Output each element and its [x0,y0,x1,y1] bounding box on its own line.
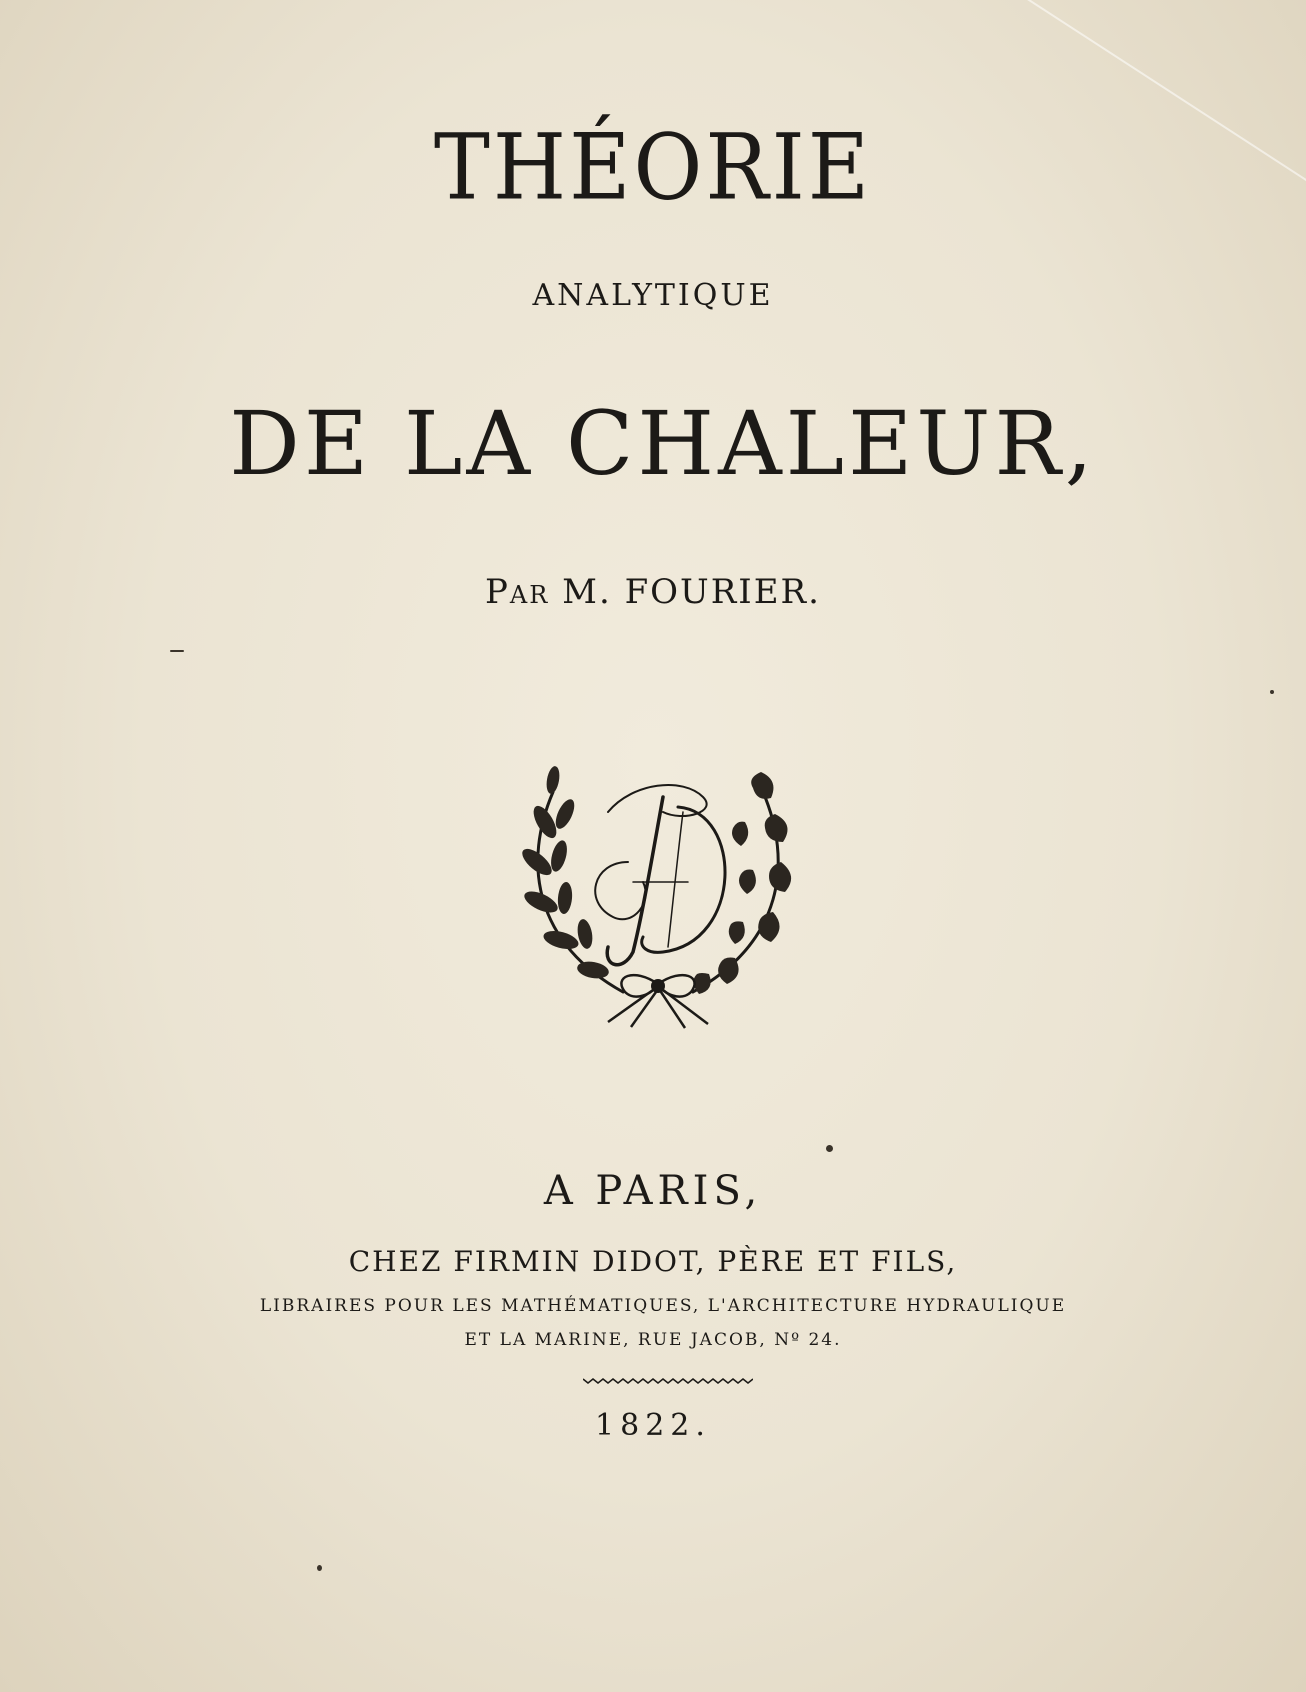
publisher-description-line-1: LIBRAIRES POUR LES MATHÉMATIQUES, L'ARCHITECTURE HYDRAULIQUE [259,1296,1067,1316]
ornamental-rule [583,1377,753,1385]
author-name: M. FOURIER. [562,572,821,612]
monogram-wreath-icon [513,752,803,1032]
city: A PARIS, [543,1168,763,1214]
paper-speck [317,1565,322,1571]
publisher: CHEZ FIRMIN DIDOT, PÈRE ET FILS, [348,1245,958,1278]
publisher-description-line-2: ET LA MARINE, RUE JACOB, Nº 24. [464,1330,842,1350]
paper-speck [170,650,184,652]
publication-year: 1822. [595,1408,711,1443]
author-line [0,572,1306,612]
paper-speck [826,1145,833,1152]
title-sub: ANALYTIQUE [532,278,774,313]
title-subject: DE LA CHALEUR, [229,392,1097,495]
author-prefix: Par [485,572,550,612]
title-main: THÉORIE [433,114,873,220]
paper-speck [1270,690,1274,694]
